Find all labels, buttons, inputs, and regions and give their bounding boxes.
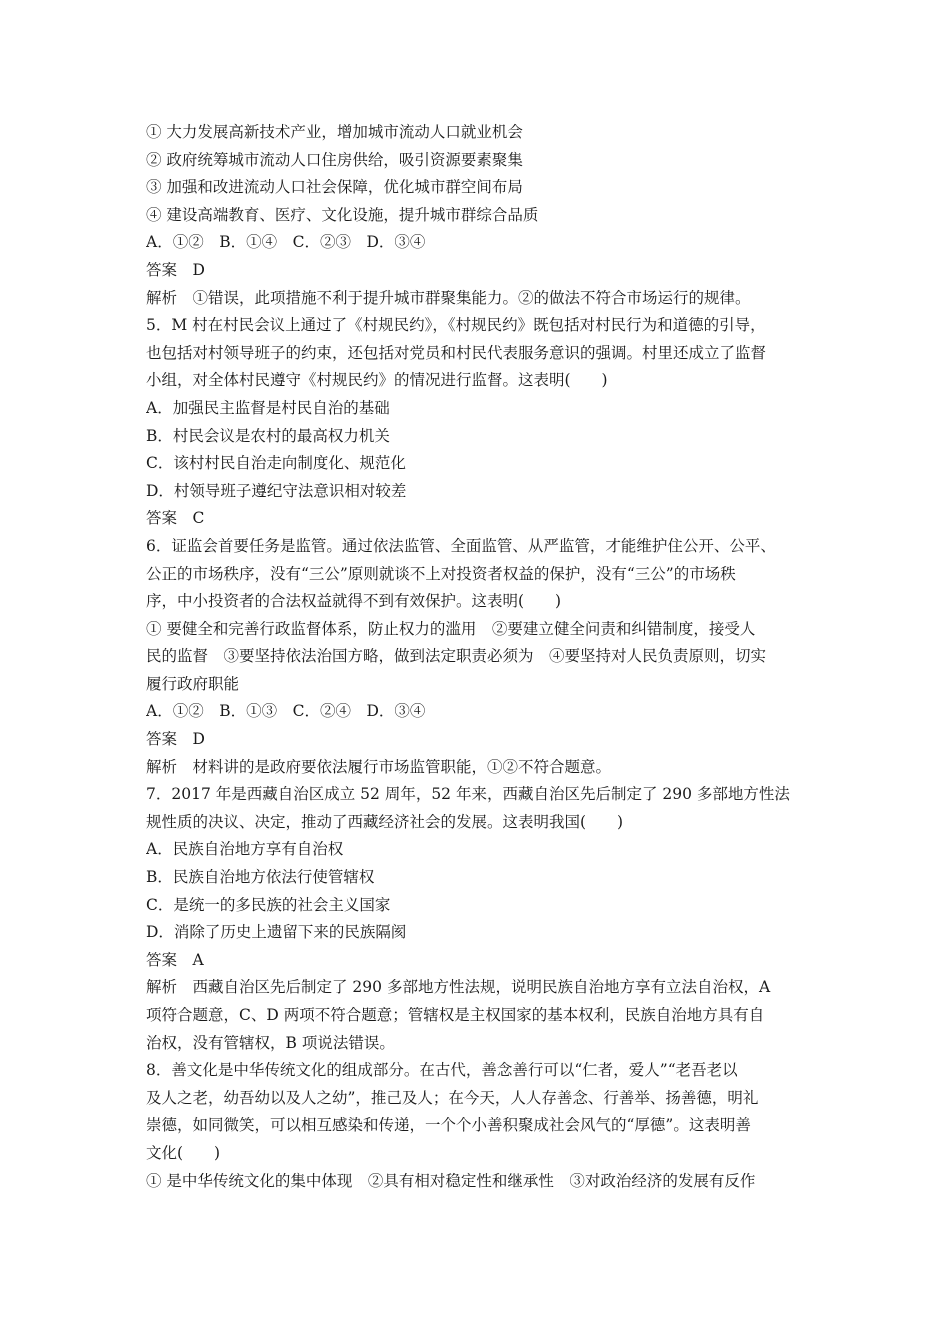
text-line: ① 大力发展高新技术产业，增加城市流动人口就业机会 <box>146 123 523 141</box>
text-line: 民的监督 ③要坚持依法治国方略，做到法定职责必须为 ④要坚持对人民负责原则，切实 <box>146 647 767 666</box>
option-line: C．该村村民自治走向制度化、规范化 <box>146 454 406 473</box>
text-line: ② 政府统筹城市流动人口住房供给，吸引资源要素聚集 <box>146 150 523 169</box>
question-line: 规性质的决议、决定，推动了西藏经济社会的发展。这表明我国( ) <box>146 812 624 831</box>
answer-options: A．①② B．①③ C．②④ D．③④ <box>146 702 426 721</box>
question-line: 及人之老，幼吾幼以及人之幼”，推己及人；在今天，人人存善念、行善举、扬善德，明礼 <box>146 1088 759 1107</box>
text-line: ③ 加强和改进流动人口社会保障，优化城市群空间布局 <box>146 178 523 197</box>
text-line: ④ 建设高端教育、医疗、文化设施，提升城市群综合品质 <box>146 205 539 224</box>
question-line: 也包括对村领导班子的约束，还包括对党员和村民代表服务意识的强调。村里还成立了监督 <box>146 343 767 362</box>
question-line: 8．善文化是中华传统文化的组成部分。在古代，善念善行可以“仁者，爱人”“老吾老以 <box>146 1061 738 1080</box>
answer-line: 答案 A <box>146 950 204 969</box>
document-page <box>146 119 818 1195</box>
explanation-line: 解析 ①错误，此项措施不利于提升城市群聚集能力。②的做法不符合市场运行的规律。 <box>146 288 751 307</box>
explanation-line: 治权，没有管辖权，B 项说法错误。 <box>146 1033 395 1052</box>
option-line: A．民族自治地方享有自治权 <box>146 840 344 859</box>
answer-line: 答案 D <box>146 730 205 749</box>
explanation-line: 项符合题意，C、D 两项不符合题意；管辖权是主权国家的基本权利，民族自治地方具有自 <box>146 1006 765 1024</box>
question-line: 7．2017 年是西藏自治区成立 52 周年，52 年来，西藏自治区先后制定了 290 多部地方性法 <box>146 785 790 804</box>
answer-line: 答案 C <box>146 509 205 528</box>
option-line: A．加强民主监督是村民自治的基础 <box>146 398 390 417</box>
text-line: 履行政府职能 <box>146 674 240 693</box>
question-line: 6．证监会首要任务是监管。通过依法监管、全面监管、从严监管，才能维护住公开、公平、 <box>146 536 776 555</box>
text-line: ① 是中华传统文化的集中体现 ②具有相对稳定性和继承性 ③对政治经济的发展有反作 <box>146 1171 756 1190</box>
option-line: B．民族自治地方依法行使管辖权 <box>146 868 375 887</box>
option-line: D．消除了历史上遗留下来的民族隔阂 <box>146 923 407 942</box>
option-line: C．是统一的多民族的社会主义国家 <box>146 895 391 914</box>
question-line: 公正的市场秩序，没有“三公”原则就谈不上对投资者权益的保护，没有“三公”的市场秩 <box>146 564 736 583</box>
answer-options: A．①② B．①④ C．②③ D．③④ <box>146 233 426 252</box>
question-line: 崇德，如同微笑，可以相互感染和传递，一个个小善积聚成社会风气的“厚德”。这表明善 <box>146 1116 751 1135</box>
explanation-line: 解析 材料讲的是政府要依法履行市场监管职能，①②不符合题意。 <box>146 757 612 776</box>
option-line: B．村民会议是农村的最高权力机关 <box>146 426 390 445</box>
explanation-line: 解析 西藏自治区先后制定了 290 多部地方性法规，说明民族自治地方享有立法自治权，A <box>146 978 771 997</box>
text-line: ① 要健全和完善行政监督体系，防止权力的滥用 ②要建立健全问责和纠错制度，接受人 <box>146 619 756 638</box>
option-line: D．村领导班子遵纪守法意识相对较差 <box>146 481 407 500</box>
question-line: 小组，对全体村民遵守《村规民约》的情况进行监督。这表明( ) <box>146 371 608 390</box>
question-line: 5．M 村在村民会议上通过了《村规民约》，《村规民约》既包括对村民行为和道德的引导， <box>146 316 766 335</box>
question-line: 序，中小投资者的合法权益就得不到有效保护。这表明( ) <box>146 592 562 611</box>
question-line: 文化( ) <box>146 1143 221 1162</box>
answer-line: 答案 D <box>146 260 205 279</box>
